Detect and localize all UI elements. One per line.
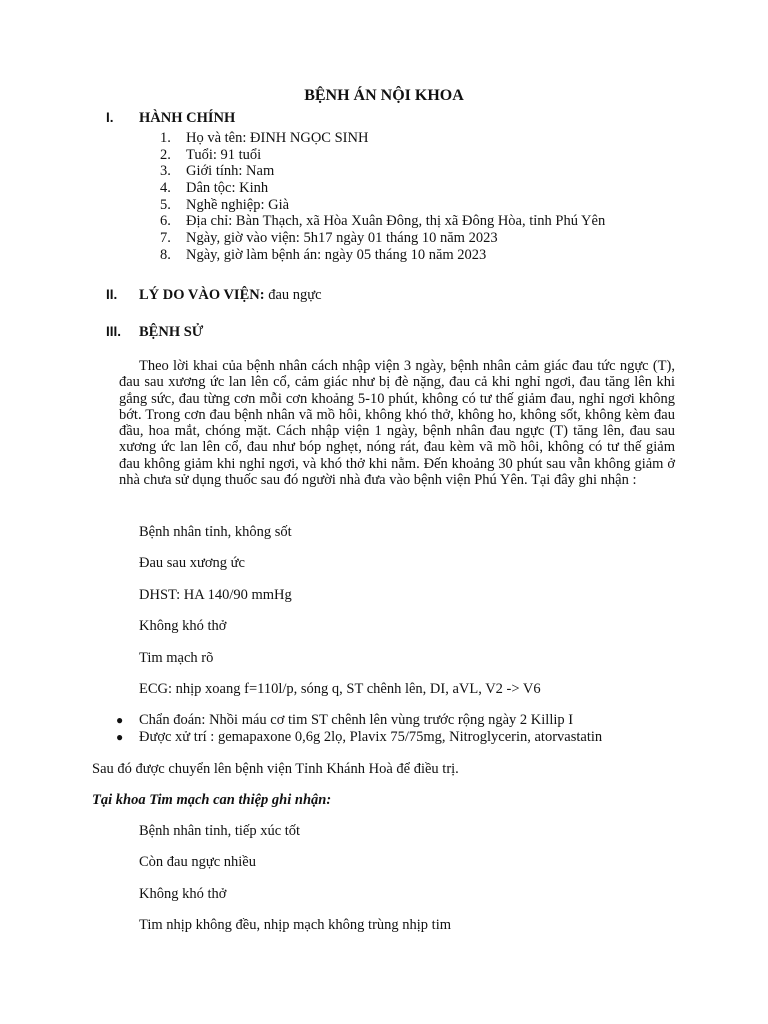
- transfer-note: Sau đó được chuyển lên bệnh viện Tỉnh Khánh Hoà để điều trị.: [92, 761, 459, 777]
- section-number-reason: II.: [106, 287, 118, 302]
- bullet-dot-icon: ●: [116, 730, 124, 744]
- bullet-item: ● Chẩn đoán: Nhồi máu cơ tim ST chênh lên vùng trước rộng ngày 2 Killip I: [116, 712, 574, 728]
- list-item: 7. Ngày, giờ vào viện: 5h17 ngày 01 tháng 10 năm 2023: [160, 230, 498, 247]
- reason-value: đau ngực: [264, 287, 322, 303]
- list-item: 1. Họ và tên: ĐINH NGỌC SINH: [160, 130, 369, 146]
- observation-item: ECG: nhịp xoang f=110l/p, sóng q, ST chênh lên, DI, aVL, V2 -> V6: [139, 681, 541, 697]
- ward-observation-item: Còn đau ngực nhiều: [139, 854, 256, 870]
- observation-item: Bệnh nhân tỉnh, không sốt: [139, 524, 292, 540]
- observation-item: DHST: HA 140/90 mmHg: [139, 587, 292, 603]
- bullet-dot-icon: ●: [116, 713, 124, 727]
- section-title-reason: LÝ DO VÀO VIỆN: đau ngực: [139, 287, 322, 303]
- admin-info-list: [160, 130, 605, 264]
- section-number-history: III.: [106, 324, 122, 339]
- document-title: BỆNH ÁN NỘI KHOA: [304, 87, 464, 104]
- ward-observation-item: Tim nhịp không đều, nhịp mạch không trùng nhịp tim: [139, 917, 452, 933]
- list-item: 6. Địa chỉ: Bàn Thạch, xã Hòa Xuân Đông, thị xã Đông Hòa, tỉnh Phú Yên: [160, 213, 606, 230]
- section-title-admin: HÀNH CHÍNH: [139, 110, 236, 126]
- bullet-list: [116, 712, 602, 746]
- section-title-history: BỆNH SỬ: [139, 324, 204, 340]
- observation-item: Đau sau xương ức: [139, 555, 245, 571]
- ward-heading: Tại khoa Tim mạch can thiệp ghi nhận:: [92, 792, 332, 808]
- ward-observation-item: Không khó thở: [139, 886, 227, 902]
- ward-observation-item: Bệnh nhân tỉnh, tiếp xúc tốt: [139, 823, 301, 839]
- observation-item: Tim mạch rõ: [139, 650, 214, 666]
- history-paragraph: Theo lời khai của bệnh nhân cách nhập viện 3 ngày, bệnh nhân cảm giác đau tức ngực (T), đau sau xương ức lan lên cổ, cảm giác như bị đè nặng, đau cả khi nghỉ ngơi, đau tăng lên khi gắng sức, đau từng cơn mỗi cơn khoảng 5-10 phút, không có tư thế giảm đau, nghỉ ngơi không bớt. Trong cơn đau bệnh nhân vã mồ hôi, không khó thở, không ho, không sốt, không kèm đau đầu, hoa mắt, chóng mặt. Cách nhập viện 1 ngày, bệnh nhân đau ngực (T) tăng lên, đau sau xương ức lan lên cổ, đau như bóp nghẹt, nóng rát, đau kèm vã mồ hôi, không có tư thế giảm đau không giảm khi nghỉ ngơi, và khó thở khi nằm. Đến khoảng 30 phút sau vẫn không giảm ở nhà chưa sử dụng thuốc sau đó người nhà đưa vào bệnh viện Phú Yên. Tại đây ghi nhận :: [119, 358, 675, 489]
- observation-item: Không khó thở: [139, 618, 227, 634]
- list-item: 5. Nghề nghiệp: Già: [160, 196, 290, 213]
- list-item: 3. Giới tính: Nam: [160, 163, 275, 180]
- list-item: 2. Tuổi: 91 tuổi: [160, 146, 262, 163]
- section-number-admin: I.: [106, 110, 114, 125]
- bullet-item: ● Được xử trí : gemapaxone 0,6g 2lọ, Plavix 75/75mg, Nitroglycerin, atorvastatin: [116, 729, 603, 745]
- list-item: 4. Dân tộc: Kinh: [160, 180, 269, 197]
- list-item: 8. Ngày, giờ làm bệnh án: ngày 05 tháng 10 năm 2023: [160, 246, 487, 263]
